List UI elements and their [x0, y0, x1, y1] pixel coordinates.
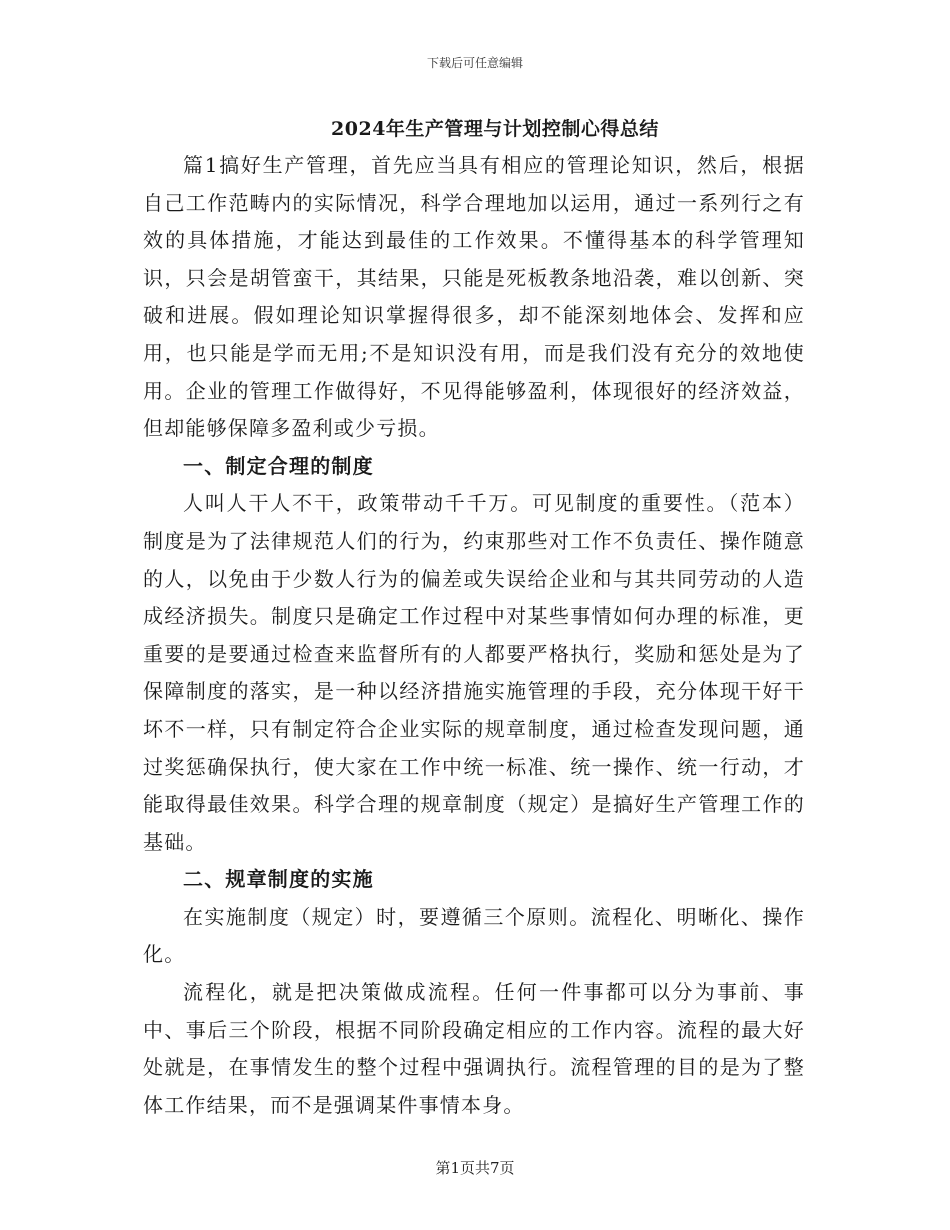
- paragraph-intro: 篇1搞好生产管理，首先应当具有相应的管理论知识，然后，根据自己工作范畴内的实际情况，科学合理地加以运用，通过一系列行之有效的具体措施，才能达到最佳的工作效果。不懂得基本的科学管理知识，只会是胡管蛮干，其结果，只能是死板教条地沿袭，难以创新、突破和进展。假如理论知识掌握得很多，却不能深刻地体会、发挥和应用，也只能是学而无用;不是知识没有用，而是我们没有充分的效地使用。企业的管理工作做得好，不见得能够盈利，体现很好的经济效益，但却能够保障多盈利或少亏损。: [143, 153, 805, 441]
- page-number: 第1页共7页: [435, 1159, 515, 1177]
- paragraph-process: 流程化，就是把决策做成流程。任何一件事都可以分为事前、事中、事后三个阶段，根据不同阶段确定相应的工作内容。流程的最大好处就是，在事情发生的整个过程中强调执行。流程管理的目的是为了整体工作结果，而不是强调某件事情本身。: [143, 980, 805, 1117]
- section-heading-1: 一、制定合理的制度: [183, 453, 374, 478]
- document-title: 2024年生产管理与计划控制心得总结: [331, 118, 659, 140]
- section-heading-2: 二、规章制度的实施: [183, 867, 374, 892]
- page-header-note: 下载后可任意编辑: [426, 56, 523, 70]
- document-body: [143, 147, 805, 1124]
- paragraph-section-1: 人叫人干人不干，政策带动千千万。可见制度的重要性。（范本）制度是为了法律规范人们的行为，约束那些对工作不负责任、操作随意的人，以免由于少数人行为的偏差或失误给企业和与其共同劳动的人造成经济损失。制度只是确定工作过程中对某些事情如何办理的标准，更重要的是要通过检查来监督所有的人都要严格执行，奖励和惩处是为了保障制度的落实，是一种以经济措施实施管理的手段，充分体现干好干坏不一样，只有制定符合企业实际的规章制度，通过检查发现问题，通过奖惩确保执行，使大家在工作中统一标准、统一操作、统一行动，才能取得最佳效果。科学合理的规章制度（规定）是搞好生产管理工作的基础。: [143, 491, 805, 854]
- paragraph-principles: 在实施制度（规定）时，要遵循三个原则。流程化、明晰化、操作化。: [143, 904, 805, 967]
